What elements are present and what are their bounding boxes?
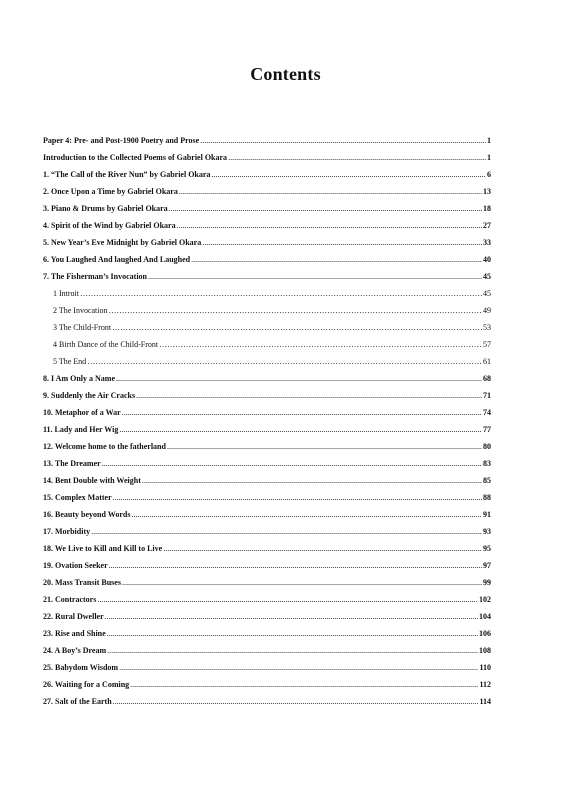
- dot-leader: [122, 404, 482, 421]
- toc-entry-title: 26. Waiting for a Coming: [43, 680, 130, 689]
- toc-page-number: 13: [483, 187, 491, 196]
- dot-leader: [80, 285, 482, 302]
- dot-leader: [169, 200, 482, 217]
- toc-page-number: 18: [483, 204, 491, 213]
- toc-page-number: 57: [483, 340, 491, 349]
- toc-entry-title: 9. Suddenly the Air Cracks: [43, 391, 136, 400]
- toc-page-number: 99: [483, 578, 491, 587]
- dot-leader: [102, 455, 482, 472]
- toc-entry[interactable]: [43, 659, 491, 676]
- dot-leader: [142, 472, 482, 489]
- toc-entry[interactable]: [43, 506, 491, 523]
- dot-leader: [113, 489, 482, 506]
- toc-entry-title: 12. Welcome home to the fatherland: [43, 442, 166, 451]
- dot-leader: [200, 132, 486, 149]
- toc-page-number: 110: [479, 663, 491, 672]
- toc-entry-title: 22. Rural Dweller: [43, 612, 104, 621]
- dot-leader: [177, 217, 482, 234]
- toc-page-number: 6: [487, 170, 491, 179]
- toc-entry-title: 7. The Fisherman’s Invocation: [43, 272, 148, 281]
- toc-entry-title: 15. Complex Matter: [43, 493, 112, 502]
- toc-page-number: 68: [483, 374, 491, 383]
- toc-entry[interactable]: [43, 557, 491, 574]
- toc-entry[interactable]: [43, 404, 491, 421]
- dot-leader: [122, 574, 482, 591]
- toc-entry-title: 18. We Live to Kill and Kill to Live: [43, 544, 163, 553]
- dot-leader: [97, 591, 478, 608]
- toc-entry-title: 11. Lady and Her Wig: [43, 425, 119, 434]
- toc-page-number: 83: [483, 459, 491, 468]
- toc-entry[interactable]: [43, 625, 491, 642]
- toc-entry[interactable]: [43, 608, 491, 625]
- dot-leader: [119, 659, 478, 676]
- dot-leader: [131, 506, 482, 523]
- toc-subentry[interactable]: [43, 336, 491, 353]
- dot-leader: [136, 387, 482, 404]
- toc-entry[interactable]: [43, 540, 491, 557]
- toc-entry-title: 14. Bent Double with Weight: [43, 476, 141, 485]
- toc-page-number: 61: [483, 357, 491, 366]
- toc-entry[interactable]: [43, 387, 491, 404]
- dot-leader: [112, 319, 482, 336]
- toc-page-number: 88: [483, 493, 491, 502]
- toc-entry-title: 3 The Child-Front: [53, 323, 112, 332]
- dot-leader: [148, 268, 482, 285]
- toc-page-number: 102: [479, 595, 491, 604]
- toc-entry-title: 25. Babydom Wisdom: [43, 663, 119, 672]
- dot-leader: [107, 625, 478, 642]
- toc-entry[interactable]: [43, 489, 491, 506]
- toc-page-number: 45: [483, 272, 491, 281]
- toc-entry[interactable]: [43, 574, 491, 591]
- dot-leader: [159, 336, 482, 353]
- toc-page-number: 45: [483, 289, 491, 298]
- toc-entry-title: 20. Mass Transit Buses: [43, 578, 121, 587]
- toc-entry[interactable]: [43, 455, 491, 472]
- toc-entry-title: 5 The End: [53, 357, 87, 366]
- toc-entry[interactable]: [43, 149, 491, 166]
- toc-entry[interactable]: [43, 370, 491, 387]
- toc-page-number: 93: [483, 527, 491, 536]
- toc-entry-title: 3. Piano & Drums by Gabriel Okara: [43, 204, 168, 213]
- dot-leader: [107, 642, 478, 659]
- toc-subentry[interactable]: [43, 319, 491, 336]
- toc-subentry[interactable]: [43, 353, 491, 370]
- toc-page-number: 53: [483, 323, 491, 332]
- page-title: Contents: [250, 64, 321, 84]
- toc-page-number: 104: [479, 612, 491, 621]
- dot-leader: [228, 149, 486, 166]
- toc-subentry[interactable]: [43, 285, 491, 302]
- toc-entry-title: 6. You Laughed And laughed And Laughed: [43, 255, 191, 264]
- toc-entry-title: Paper 4: Pre- and Post-1900 Poetry and Prose: [43, 136, 200, 145]
- toc-page-number: 49: [483, 306, 491, 315]
- toc-page-number: 27: [483, 221, 491, 230]
- toc-entry[interactable]: [43, 234, 491, 251]
- toc-entry-title: 27. Salt of the Earth: [43, 697, 112, 706]
- toc-entry[interactable]: [43, 132, 491, 149]
- toc-entry[interactable]: [43, 523, 491, 540]
- toc-entry-title: 2. Once Upon a Time by Gabriel Okara: [43, 187, 178, 196]
- toc-entry-title: 16. Beauty beyond Words: [43, 510, 131, 519]
- toc-entry-title: 10. Metaphor of a War: [43, 408, 121, 417]
- toc-entry-title: 4. Spirit of the Wind by Gabriel Okara: [43, 221, 176, 230]
- toc-page-number: 1: [487, 136, 491, 145]
- toc-entry-title: 2 The Invocation: [53, 306, 108, 315]
- toc-entry[interactable]: [43, 217, 491, 234]
- toc-page-number: 33: [483, 238, 491, 247]
- toc-subentry[interactable]: [43, 302, 491, 319]
- toc-entry-title: 17. Morbidity: [43, 527, 91, 536]
- toc-entry[interactable]: [43, 166, 491, 183]
- toc-entry-title: 23. Rise and Shine: [43, 629, 106, 638]
- toc-entry-title: 1 Introit: [53, 289, 79, 298]
- toc-entry[interactable]: [43, 591, 491, 608]
- dot-leader: [211, 166, 486, 183]
- toc-page-number: 71: [483, 391, 491, 400]
- toc-entry[interactable]: [43, 472, 491, 489]
- dot-leader: [116, 370, 482, 387]
- toc-page-number: 1: [487, 153, 491, 162]
- toc-entry-title: 21. Contractors: [43, 595, 97, 604]
- toc-entry[interactable]: [43, 251, 491, 268]
- dot-leader: [130, 676, 478, 693]
- toc-page-number: 112: [479, 680, 491, 689]
- dot-leader: [163, 540, 482, 557]
- toc-page-number: 40: [483, 255, 491, 264]
- dot-leader: [119, 421, 482, 438]
- toc-entry[interactable]: [43, 438, 491, 455]
- toc-page-number: 95: [483, 544, 491, 553]
- dot-leader: [105, 608, 478, 625]
- toc-entry[interactable]: [43, 676, 491, 693]
- toc-entry-title: 5. New Year’s Eve Midnight by Gabriel Okara: [43, 238, 202, 247]
- dot-leader: [191, 251, 482, 268]
- dot-leader: [87, 353, 482, 370]
- toc-page-number: 106: [479, 629, 491, 638]
- toc-page-number: 97: [483, 561, 491, 570]
- toc-entry[interactable]: [43, 268, 491, 285]
- dot-leader: [109, 302, 482, 319]
- dot-leader: [202, 234, 482, 251]
- toc-page-number: 108: [479, 646, 491, 655]
- toc-entry-title: 19. Ovation Seeker: [43, 561, 108, 570]
- toc-entry[interactable]: [43, 200, 491, 217]
- table-of-contents: [43, 132, 491, 710]
- toc-page-number: 91: [483, 510, 491, 519]
- toc-page-number: 74: [483, 408, 491, 417]
- toc-entry-title: 1. “The Call of the River Nun” by Gabriel Okara: [43, 170, 211, 179]
- toc-page-number: 85: [483, 476, 491, 485]
- toc-entry-title: 8. I Am Only a Name: [43, 374, 115, 383]
- toc-page-number: 80: [483, 442, 491, 451]
- dot-leader: [91, 523, 482, 540]
- dot-leader: [113, 693, 479, 710]
- toc-entry[interactable]: [43, 183, 491, 200]
- toc-entry-title: 13. The Dreamer: [43, 459, 101, 468]
- toc-entry-title: Introduction to the Collected Poems of Gabriel Okara: [43, 153, 228, 162]
- toc-entry-title: 24. A Boy’s Dream: [43, 646, 107, 655]
- toc-entry[interactable]: [43, 693, 491, 710]
- toc-entry[interactable]: [43, 642, 491, 659]
- toc-page-number: 77: [483, 425, 491, 434]
- dot-leader: [167, 438, 482, 455]
- toc-entry[interactable]: [43, 421, 491, 438]
- dot-leader: [109, 557, 482, 574]
- toc-entry-title: 4 Birth Dance of the Child-Front: [53, 340, 159, 349]
- dot-leader: [179, 183, 482, 200]
- toc-page-number: 114: [479, 697, 491, 706]
